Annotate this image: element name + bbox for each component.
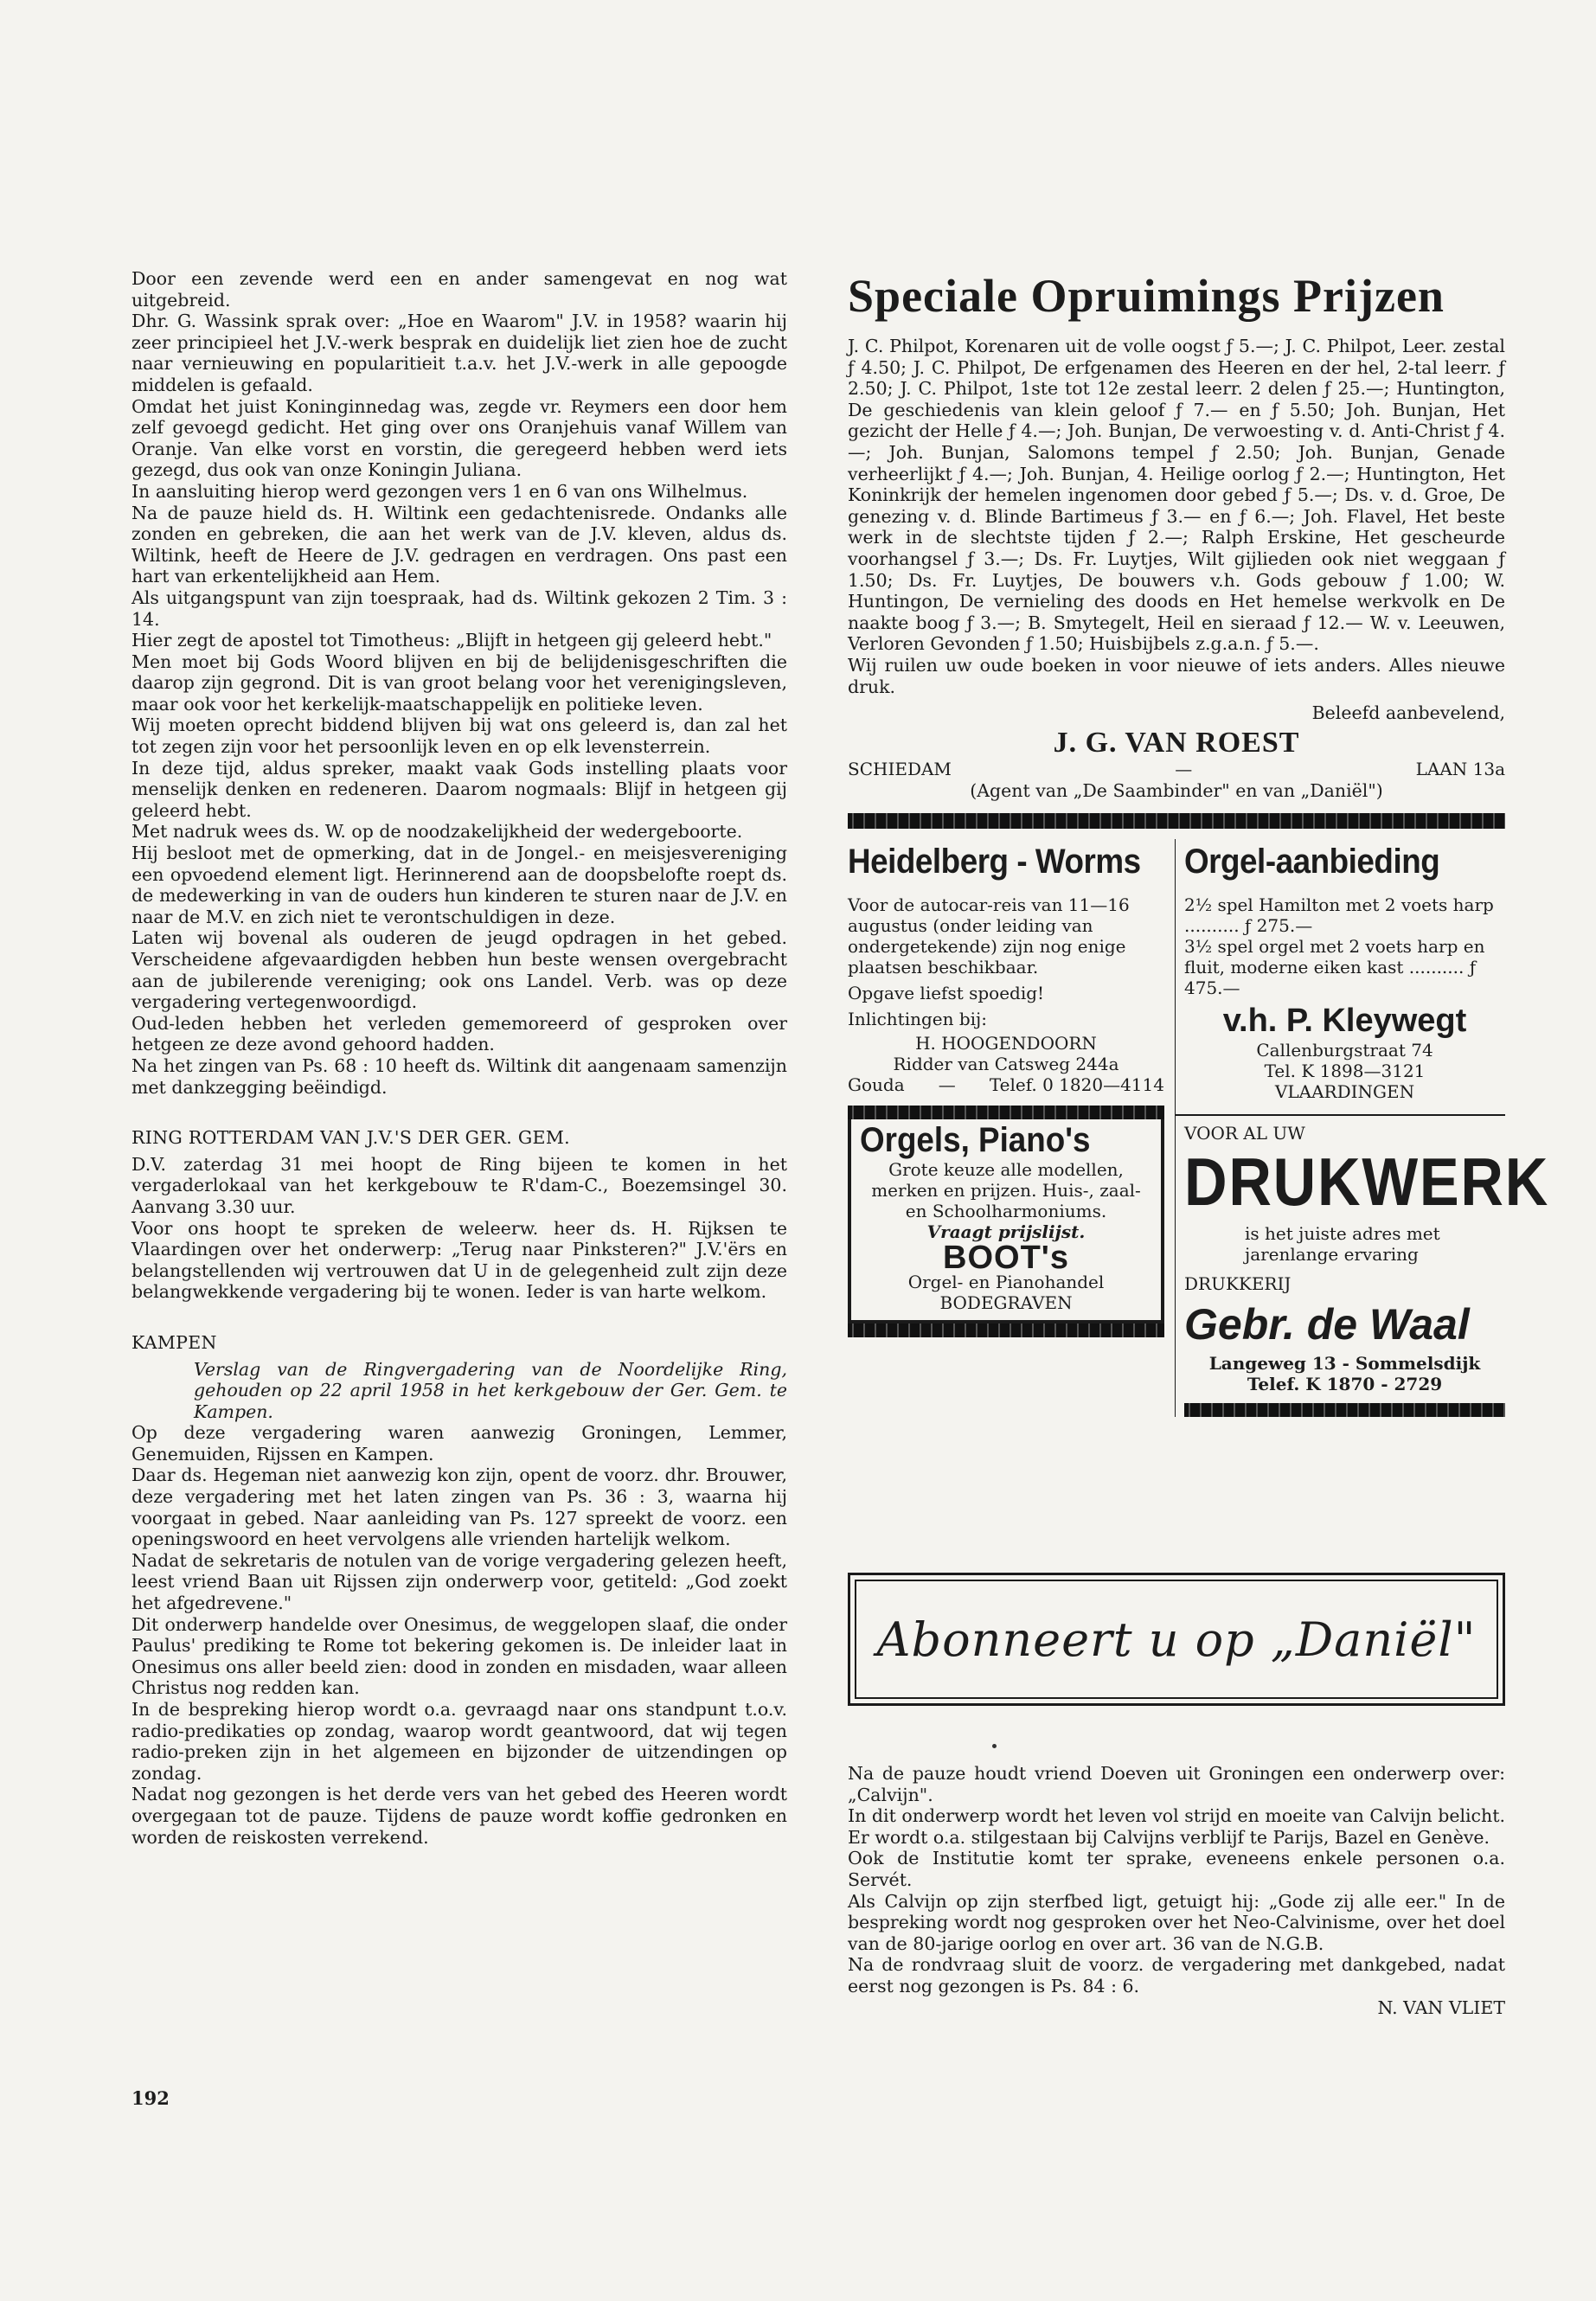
section-heading-ring-rotterdam: RING ROTTERDAM VAN J.V.'S DER GER. GEM. xyxy=(131,1127,570,1149)
article-paragraph: Dit onderwerp handelde over Onesimus, de weggelopen slaaf, die onder Paulus' prediking te Rome tot bekering gekomen is. De inleider laat in Onesimus ons aller beeld zien: dood in zonden en misdaden, waar alleen Christus nog redden kan. xyxy=(131,1613,787,1699)
agent-note: (Agent van „De Saambinder" en van „Daniël") xyxy=(970,779,1383,801)
article-signature: N. VAN VLIET xyxy=(1377,1997,1505,2018)
firm-name: J. G. VAN ROEST xyxy=(1053,726,1300,759)
firm-address: Callenburgstraat 74 xyxy=(1256,1040,1433,1061)
article-paragraph: Dhr. G. Wassink sprak over: „Hoe en Waarom" J.V. in 1958? waarin hij zeer principieel het J.V.-werk besprak en duidelijk liet zien hoe de zucht naar vernieuwing en popularitieit t.a.v. het J.V.-werk in alle gepoogde middelen is gefaald. xyxy=(131,311,787,395)
article-paragraph: Laten wij bovenal als ouderen de jeugd opdragen in het gebed. Verscheidene afgevaardigden hebben hun beste wensen overgebracht aan de jubilerende vereniging; ook ons Landel. Verb. was op deze vergadering vertegenwoordigd. xyxy=(131,927,787,1013)
ad-text: Inlichtingen bij: xyxy=(848,1009,987,1030)
ad-orgels-piano xyxy=(848,1119,1164,1324)
article-paragraph: Met nadruk wees ds. W. op de noodzakelijkheid der wedergeboorte. xyxy=(131,821,743,843)
firm-address xyxy=(848,759,1505,780)
article-paragraph: Door een zevende werd een en ander samengevat en nog wat uitgebreid. xyxy=(131,268,787,311)
article-paragraph: Na de rondvraag sluit de voorz. de vergadering met dankgebed, nadat eerst nog gezongen is Ps. 84 : 6. xyxy=(848,1954,1505,1997)
article-paragraph: Op deze vergadering waren aanwezig Groningen, Lemmer, Genemuiden, Rijssen en Kampen. xyxy=(131,1422,787,1465)
ad-text: is het juiste adres met jarenlange ervaring xyxy=(1245,1223,1440,1266)
exchange-note: Wij ruilen uw oude boeken in voor nieuwe of iets anders. Alles nieuwe druk. xyxy=(848,654,1505,697)
contact-phone: Telef. 0 1820—4114 xyxy=(989,1074,1164,1096)
subscription-banner xyxy=(848,1573,1505,1706)
left-column xyxy=(131,268,787,1848)
article-paragraph: Men moet bij Gods Woord blijven en bij de belijdenisgeschriften die daarop zijn gegrond. Dit is van groot belang voor het verenigingsleven, maar ook voor het kerkelijk-maatschappelijk en politieke leven. xyxy=(131,651,787,715)
contact-city: Gouda xyxy=(848,1074,905,1096)
ad-heading: Orgels, Piano's xyxy=(860,1121,1091,1160)
article-paragraph: Als Calvijn op zijn sterfbed ligt, getuigt hij: „Gode zij alle eer." In de bespreking wordt nog gesproken over het Neo-Calvinisme, over het doel van de 80-jarige oorlog en over art. 36 van de N.G.B. xyxy=(848,1890,1505,1954)
divider-bar xyxy=(848,813,1505,829)
article-paragraph: Ook de Institutie komt ter sprake, eveneens enkele personen o.a. Servét. xyxy=(848,1848,1505,1890)
ad-drukwerk xyxy=(1176,1114,1550,1417)
right-article-continuation xyxy=(848,1763,1505,2018)
article-paragraph: Hij besloot met de opmerking, dat in de Jongel.- en meisjesvereniging een opvoedend element ligt. Herinnerend aan de doopsbelofte roept ds. de medewerking in van de ouders hun kinderen te sturen naar de J.V. en naar de M.V. en zich niet te verontschuldigen in deze. xyxy=(131,843,787,927)
ad-text: Voor de autocar-reis van 11—16 augustus (onder leiding van ondergetekende) zijn nog enige plaatsen beschikbaar. xyxy=(848,894,1130,978)
firm-city: SCHIEDAM xyxy=(848,759,952,780)
divider-bar xyxy=(1184,1403,1505,1417)
firm-street: LAAN 13a xyxy=(1415,759,1505,780)
article-paragraph: Na de pauze hield ds. H. Wiltink een gedachtenisrede. Ondanks alle zonden en gebreken, die aan het werk van de J.V. kleven, aldus ds. Wiltink, heeft de Heere de J.V. gedragen en verdragen. Ons past een hart van erkentelijkheid aan Hem. xyxy=(131,502,787,587)
firm-address: Langeweg 13 - Sommelsdijk xyxy=(1208,1353,1481,1375)
decorative-dot xyxy=(992,1744,997,1748)
article-paragraph: Nadat nog gezongen is het derde vers van het gebed des Heeren wordt overgegaan tot de pauze. Tijdens de pauze wordt koffie gedronken en worden de reiskosten verrekend. xyxy=(131,1784,787,1848)
article-paragraph: Na het zingen van Ps. 68 : 10 heeft ds. Wiltink dit aangenaam samenzijn met dankzegging beëindigd. xyxy=(131,1054,787,1098)
article-paragraph: Hier zegt de apostel tot Timotheus: „Blijft in hetgeen gij geleerd hebt." xyxy=(131,630,772,651)
brand-name: BOOT's xyxy=(943,1240,1069,1277)
divider-bar xyxy=(848,1106,1164,1119)
ad-heading: Heidelberg - Worms xyxy=(848,843,1141,881)
book-price-list: J. C. Philpot, Korenaren uit de volle oogst ƒ 5.—; J. C. Philpot, Leer. zestal ƒ 4.50; J. C. Philpot, De erfgenamen des Heeren en der hel, 2-tal leerr. ƒ 2.50; J. C. Philpot, 1ste tot 12e zestal leerr. 2 delen ƒ 25.—; Huntington, De geschiedenis van klein geloof ƒ 7.— en ƒ 5.50; Joh. Bunjan, Het gezicht der Helle ƒ 4.—; Joh. Bunjan, De verwoesting v. d. Anti-Christ ƒ 4.—; Joh. Bunjan, Salomons tempel ƒ 2.50; Joh. Bunjan, Genade verheerlijkt ƒ 4.—; Joh. Bunjan, 4. Heilige oorlog ƒ 2.—; Huntington, Het Koninkrijk der hemelen ingenomen door gebed ƒ 5.—; Ds. v. d. Groe, De genezing v. d. Blinde Bartimeus ƒ 3.— en ƒ 6.—; Joh. Flavel, Het beste werk in de slechtste tijden ƒ 2.—; Ralph Erskine, Het gescheurde voorhangsel ƒ 3.—; Ds. Fr. Luytjes, Wilt gijlieden ook niet weggaan ƒ 1.50; Ds. Fr. Luytjes, De bouwers v.h. Gods gebouw ƒ 1.00; W. Huntingon, De vernieling des doods en Het hemelse werkvolk en De naakte boog ƒ 3.—; B. Smytegelt, Heil en sieraad ƒ 12.— W. v. Leeuwen, Verloren Gevonden ƒ 1.50; Huisbijbels z.g.a.n. ƒ 5.—. xyxy=(848,336,1505,655)
ad-title-opruimings: Speciale Opruimings Prijzen xyxy=(848,270,1445,322)
article-paragraph: In deze tijd, aldus spreker, maakt vaak Gods instelling plaats voor menselijk denken en redeneren. Daarom nogmaals: Blijf in hetgeen gij geleerd hebt. xyxy=(131,757,787,821)
contact-row xyxy=(848,1074,1164,1095)
firm-name: v.h. P. Kleywegt xyxy=(1222,1003,1467,1040)
ad-orgel xyxy=(1176,839,1550,1417)
ad-item: 2½ spel Hamilton met 2 voets harp .......... ƒ 275.— xyxy=(1184,894,1494,937)
article-paragraph: Wij moeten oprecht biddend blijven bij wat ons geleerd is, dan zal het tot zegen zijn voor het persoonlijk leven en op elk levensterrein. xyxy=(131,715,787,758)
contact-dash: — xyxy=(938,1074,956,1096)
article-paragraph: Voor ons hoopt te spreken de weleerw. heer ds. H. Rijksen te Vlaardingen over het onderwerp: „Terug naar Pinksteren?" J.V.'ërs en belangstellenden wij vertrouwen dat U in de gelegenheid zult zijn deze belangwekkende vergadering bij te wonen. Ieder is van harte welkom. xyxy=(131,1217,787,1303)
firm-city: VLAARDINGEN xyxy=(1274,1081,1415,1103)
article-paragraph: In dit onderwerp wordt het leven vol strijd en moeite van Calvijn belicht. Er wordt o.a. stilgestaan bij Calvijns verblijf te Parijs, Bazel en Genève. xyxy=(848,1805,1505,1848)
firm-name: Gebr. de Waal xyxy=(1184,1300,1470,1349)
ad-text: Vraagt prijslijst. xyxy=(926,1221,1086,1243)
closing-line: Beleefd aanbevelend, xyxy=(1311,702,1505,724)
ad-text: DRUKKERIJ xyxy=(1184,1273,1292,1295)
article-paragraph: Als uitgangspunt van zijn toespraak, had ds. Wiltink gekozen 2 Tim. 3 : 14. xyxy=(131,586,787,630)
article-paragraph: Nadat de sekretaris de notulen van de vorige vergadering gelezen heeft, leest vriend Baan uit Rijssen zijn onderwerp voor, getiteld: „God zoekt het afgedrevene." xyxy=(131,1549,787,1614)
report-subtitle: Verslag van de Ringvergadering van de Noordelijke Ring, gehouden op 22 april 1958 in het kerkgebouw der Ger. Gem. te Kampen. xyxy=(194,1358,787,1422)
subscription-slogan: Abonneert u op „Daniël" xyxy=(876,1612,1477,1667)
article-paragraph: Omdat het juist Koninginnedag was, zegde vr. Reymers een door hem zelf gevoegd gedicht. Het ging over ons Oranjehuis vanaf Willem van Oranje. Van elke vorst en vorstin, die geregeerd hebben werd iets gezegd, dus ook van onze Koningin Juliana. xyxy=(131,395,787,481)
divider-bar xyxy=(848,1324,1164,1337)
contact-name: H. HOOGENDOORN xyxy=(915,1033,1097,1054)
ad-text: BODEGRAVEN xyxy=(939,1292,1073,1314)
ad-text: Orgel- en Pianohandel xyxy=(907,1272,1105,1293)
article-paragraph: Daar ds. Hegeman niet aanwezig kon zijn, opent de voorz. dhr. Brouwer, deze vergadering met het laten zingen van Ps. 36 : 3, waarna hij voorgaat in gebed. Naar aanleiding van Ps. 127 spreekt de voorz. een openingswoord en heet vervolgens alle vrienden hartelijk welkom. xyxy=(131,1465,787,1550)
article-paragraph: Na de pauze houdt vriend Doeven uit Groningen een onderwerp over: „Calvijn". xyxy=(848,1763,1505,1805)
article-paragraph: In aansluiting hierop werd gezongen vers 1 en 6 van ons Wilhelmus. xyxy=(131,480,748,502)
ad-text: VOOR AL UW xyxy=(1184,1123,1305,1144)
ad-text: Opgave liefst spoedig! xyxy=(848,983,1045,1004)
page-number: 192 xyxy=(131,2087,170,2109)
article-paragraph: In de bespreking hierop wordt o.a. gevraagd naar ons standpunt t.o.v. radio-predikaties op zondag, waarop wordt geantwoord, dat wij tegen radio-preken zijn in het algemeen en bijzonder de uitzendingen op zondag. xyxy=(131,1699,787,1784)
firm-phone: Telef. K 1870 - 2729 xyxy=(1247,1374,1443,1395)
ad-heading: DRUKWERK xyxy=(1184,1144,1550,1221)
firm-phone: Tel. K 1898—3121 xyxy=(1264,1061,1426,1082)
contact-address: Ridder van Catsweg 244a xyxy=(893,1054,1119,1075)
ad-item: 3½ spel orgel met 2 voets harp en fluit, moderne eiken kast .......... ƒ 475.— xyxy=(1184,936,1485,999)
article-paragraph: D.V. zaterdag 31 mei hoopt de Ring bijeen te komen in het vergaderlokaal van het kerkgebouw te R'dam-C., Boezemsingel 30. Aanvang 3.30 uur. xyxy=(131,1153,787,1217)
right-column xyxy=(848,268,1550,1417)
section-heading-kampen: KAMPEN xyxy=(131,1331,217,1353)
ad-heidelberg xyxy=(848,839,1175,1417)
ad-heading: Orgel-aanbieding xyxy=(1184,843,1440,881)
ad-text: Grote keuze alle modellen, merken en prijzen. Huis-, zaal- en Schoolharmoniums. xyxy=(871,1159,1141,1222)
article-paragraph: Oud-leden hebben het verleden gememoreerd of gesproken over hetgeen ze deze avond gehoord hadden. xyxy=(131,1012,787,1055)
ad-grid xyxy=(848,839,1550,1417)
address-dash: — xyxy=(1175,759,1193,780)
